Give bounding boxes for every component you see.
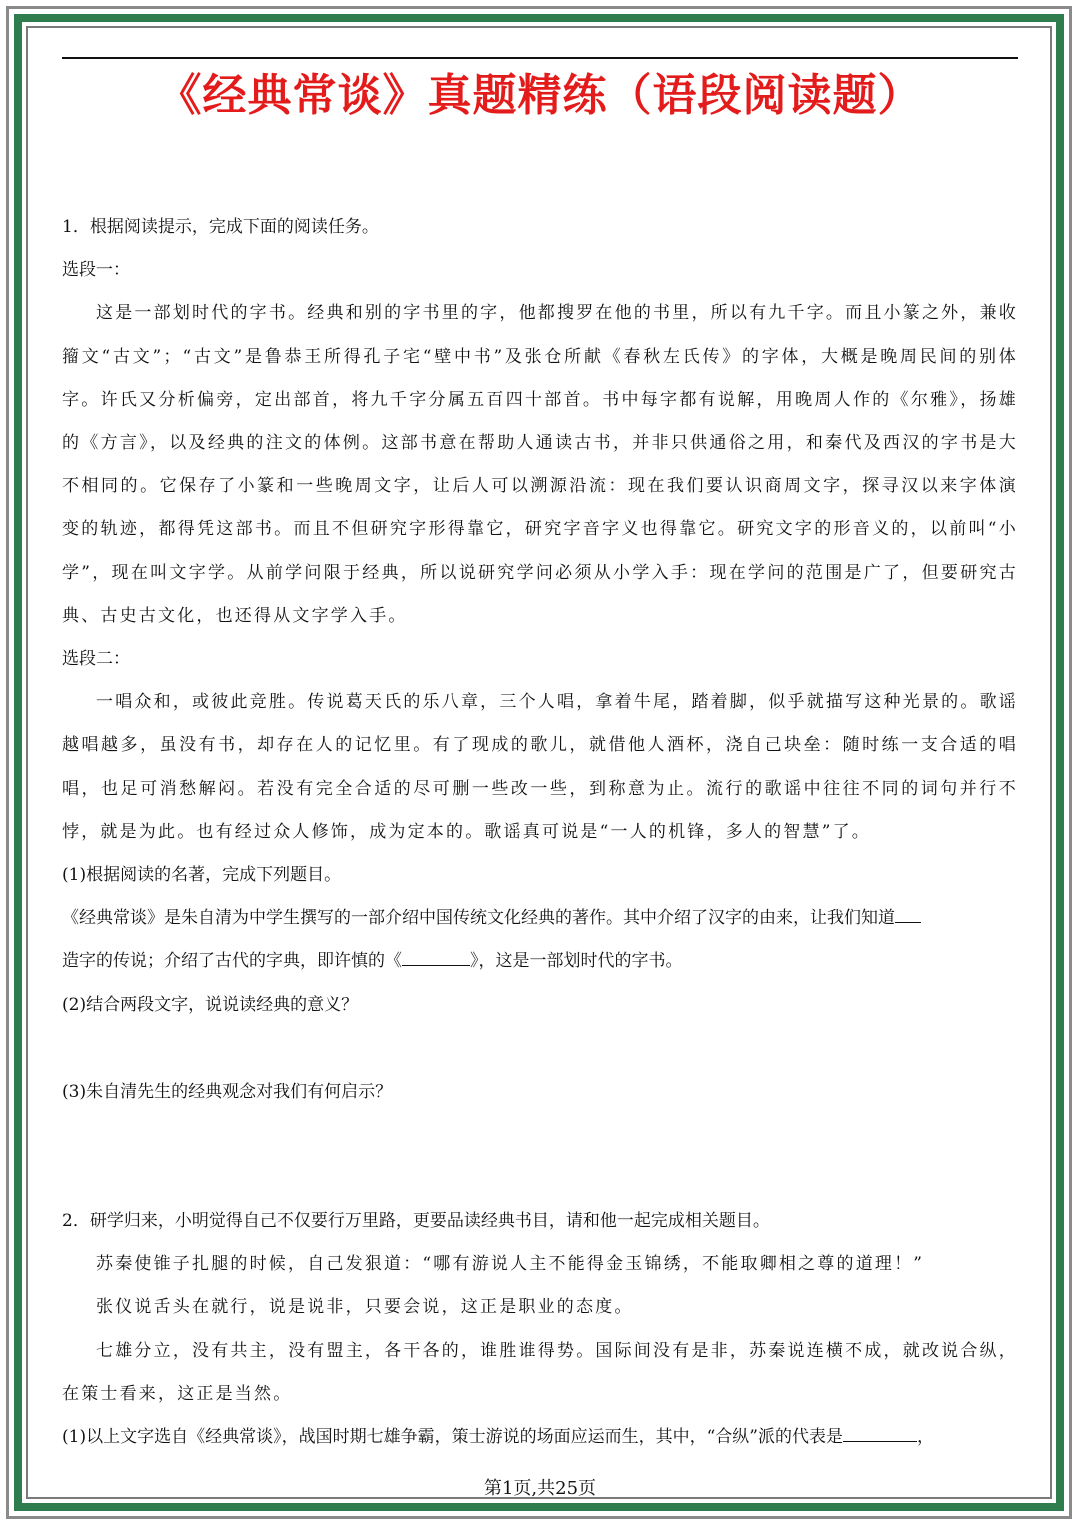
page-title: 《经典常谈》真题精练（语段阅读题） [157,70,923,121]
document-body [62,206,1018,1459]
question-2-quote-3: 七雄分立，没有共主，没有盟主，各干各的，谁胜谁得势。国际间没有是非，苏秦说连横不成，就改说合纵，在策士看来，这正是当然。 [62,1340,1018,1404]
excerpt-1-text: 这是一部划时代的字书。经典和别的字书里的字，他都搜罗在他的书里，所以有九千字。而且小篆之外，兼收籀文“古文”；“古文”是鲁恭王所得孔子宅“壁中书”及张仓所献《春秋左氏传》的字体，大概是晚周民间的别体字。许氏又分析偏旁，定出部首，将九千字分属五百四十部首。书中每字都有说解，用晚周人作的《尔雅》，扬雄的《方言》，以及经典的注文的体例。这部书意在帮助人通读古书，并非只供通俗之用，和秦代及西汉的字书是大不相同的。它保存了小篆和一些晚周文字，让后人可以溯源沿流：现在我们要认识商周文字，探寻汉以来字体演变的轨迹，都得凭这部书。而且不但研究字形得靠它，研究字音字义也得靠它。研究文字的形音义的，以前叫“小学”，现在叫文字学。从前学问限于经典，所以说研究学问必须从小学入手：现在学问的范围是广了，但要研究古典、古史古文化，也还得从文字学入手。 [62,303,1018,626]
question-1-part-1: (1)根据阅读的名著，完成下列题目。 [62,865,342,886]
answer-blank-2[interactable] [402,948,470,966]
fill-text-a: 《经典常谈》是朱自清为中学生撰写的一部介绍中国传统文化经典的著作。其中介绍了汉字的由来，让我们知道 [62,908,895,929]
question-1-stem: 1．根据阅读提示，完成下面的阅读任务。 [62,217,379,237]
header-rule [62,57,1018,59]
answer-blank-3[interactable] [843,1424,917,1442]
excerpt-1-label: 选段一： [62,260,130,281]
question-2-stem: 2．研学归来，小明觉得自己不仅要行万里路，更要品读经典书目，请和他一起完成相关题目。 [62,1211,770,1232]
question-1-part-3: (3)朱自清先生的经典观念对我们有何启示？ [62,1081,393,1102]
fill-text-b: 造字的传说；介绍了古代的字典，即许慎的《 [62,951,402,972]
question-1-part-2: (2)结合两段文字，说说读经典的意义？ [62,994,359,1015]
question-2-part-1 [62,1416,1018,1459]
page-number: 第1页,共25页 [483,1478,597,1499]
answer-blank-1[interactable] [895,905,921,923]
excerpt-2-label: 选段二： [62,649,130,670]
fill-text-c: 》，这是一部划时代的字书。 [470,951,683,972]
question-2-part-1-text: (1)以上文字选自《经典常谈》，战国时期七雄争霸，策士游说的场面应运而生，其中，“合纵”派的代表是 [62,1427,843,1448]
excerpt-2-text: 一唱众和，或彼此竞胜。传说葛天氏的乐八章，三个人唱，拿着牛尾，踏着脚，似乎就描写这种光景的。歌谣越唱越多，虽没有书，却存在人的记忆里。有了现成的歌儿，就借他人酒杯，浇自己块垒：随时练一支合适的唱唱，也足可消愁解闷。若没有完全合适的尽可删一些改一些，到称意为止。流行的歌谣中往往不同的词句并行不悖，就是为此。也有经过众人修饰，成为定本的。歌谣真可说是“一人的机锋，多人的智慧”了。 [62,692,1018,842]
question-2-part-1-tail: ， [916,1427,934,1448]
question-1-part-1-text [62,897,1018,983]
answer-space-1-2[interactable] [62,1027,1018,1071]
question-2-quote-1: 苏秦使锥子扎腿的时候，自己发狠道：“哪有游说人主不能得金玉锦绣，不能取卿相之尊的道理！” [96,1254,925,1275]
answer-space-1-3[interactable] [62,1114,1018,1200]
question-2-quote-2: 张仪说舌头在就行，说是说非，只要会说，这正是职业的态度。 [96,1297,634,1318]
